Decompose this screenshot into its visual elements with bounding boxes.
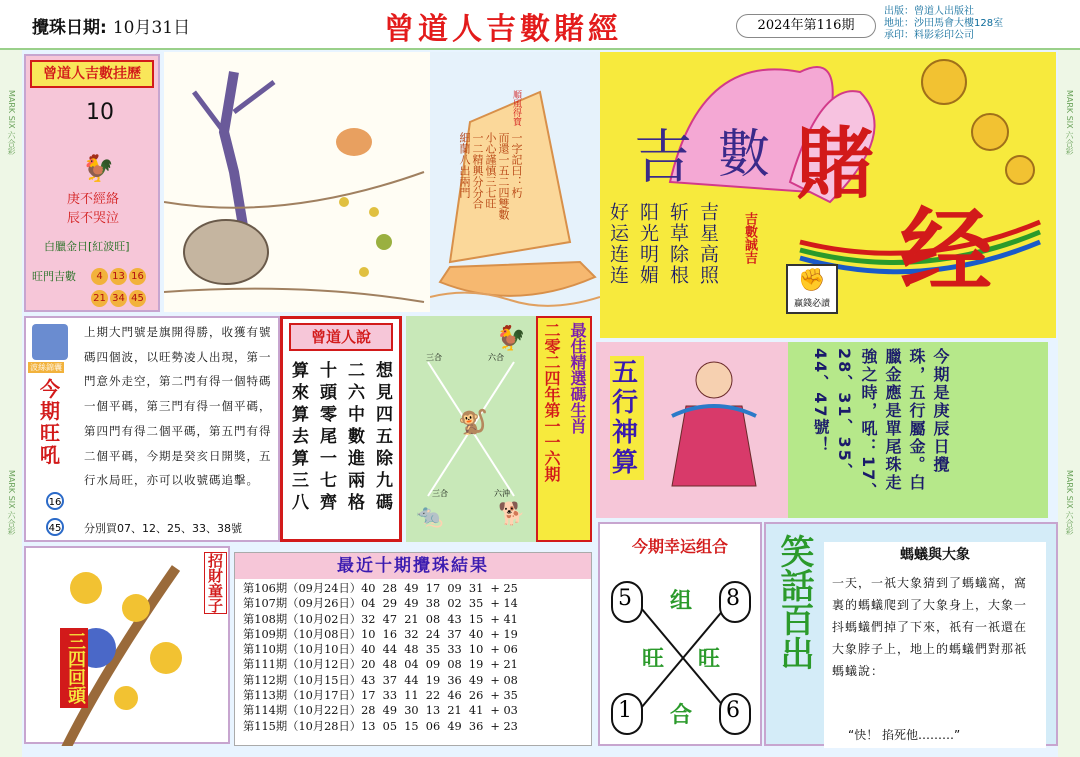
history-line-2: 辰不哭泣 [66, 211, 119, 226]
monkey-zodiac-icon: 🐒 [458, 408, 488, 436]
lucky-ball: 4 [91, 268, 108, 285]
boat-poem-line: 一字記曰：朽 [510, 132, 523, 198]
joke-text: 一天，一祇大象猜到了螞蟻窩，窩裏的螞蟻爬到了大象身上，大象一抖螞蟻們掉了下來，祇有一祇還在大象脖子上，地上的螞蟻們對那祇螞蟻說： [832, 576, 1028, 678]
tree-drawing [164, 52, 430, 312]
results-title: 最近十期攪珠結果 [235, 553, 591, 579]
wuxing-text: 今期是庚辰日攪珠，五行屬金。白臘金應是單尾珠走強之時，吼：17、28、31、35、44、47號！ [811, 348, 950, 501]
history-lines [56, 190, 130, 228]
rooster-zodiac-icon: 🐓 [496, 324, 526, 352]
winner-badge-label: 赢錢必讀 [793, 299, 830, 309]
title-columns [608, 202, 718, 286]
balls-label: 旺門吉數 [32, 270, 76, 283]
results-row: 第106期（09月24日）40 28 49 17 09 31 + 25 [243, 582, 518, 595]
boat-poem-line: 細蘭八出兩門 [458, 132, 471, 198]
zodiac-label: 三合 [426, 353, 442, 362]
right-strip-text-2: MARK SIX 六合彩 [1065, 470, 1074, 536]
joke-panel [764, 522, 1058, 746]
title-slogan: 吉數誠吉 [742, 212, 757, 264]
results-row: 第112期（10月15日）43 37 44 19 36 49 + 08 [243, 673, 518, 687]
lucky-title-panel [600, 52, 1056, 338]
boat-poem [458, 132, 523, 272]
sayings-panel [280, 316, 402, 542]
results-table [243, 581, 518, 734]
saying-column: 十頭零尾一七齊 [316, 361, 336, 515]
wanggou-title: 今期旺吼 [40, 377, 60, 467]
boat-poem-line: 一二精興分分合 [471, 132, 484, 209]
rooster-icon: 🐓 [82, 154, 115, 184]
money-tree [26, 548, 232, 746]
deity-figure [666, 356, 762, 506]
title-char-1: 吉 [634, 123, 693, 191]
wanggou-panel [24, 316, 280, 542]
saying-column: 想見四五除九碼 [372, 361, 392, 515]
title-char-3: 賭 [796, 119, 875, 210]
wolf-zodiac-icon: 🐕 [498, 502, 526, 527]
combo-num-bl: 1 [618, 698, 632, 723]
combo-top: 组 [670, 589, 693, 614]
wanggou-last-line: 分別買07、12、25、33、38號 [84, 522, 242, 535]
pouch-icon [32, 324, 68, 360]
zodiac-label: 三合 [432, 489, 448, 498]
saying-column: 二六中數進兩格 [344, 361, 364, 515]
tongzi-panel [24, 546, 230, 744]
history-note: 白臘金日[紅波旺] [44, 240, 130, 253]
publisher-line: 出版：曾道人出版社 [884, 6, 974, 17]
wuxing-title: 五行神算 [610, 356, 644, 480]
results-row: 第108期（10月02日）32 47 21 08 43 15 + 41 [243, 612, 518, 626]
address-line: 地址：沙田馬會大樓128室 [884, 18, 1004, 29]
draw-date-label: 攪珠日期: [32, 18, 107, 38]
combo-panel [598, 522, 762, 746]
title-column: 阳光明媚 [637, 202, 659, 286]
wuxing-image-panel [596, 342, 788, 518]
joke-title: 螞蟻與大象 [900, 547, 970, 563]
joke-content [824, 542, 1046, 748]
zodiac-label: 六合 [488, 353, 504, 362]
lucky-ball: 34 [110, 290, 127, 307]
lucky-ball: 45 [129, 290, 146, 307]
rat-zodiac-icon: 🐀 [416, 504, 444, 529]
saying-column: 算來算去算三八 [288, 361, 308, 515]
title-column: 吉星高照 [697, 202, 719, 286]
combo-bottom: 合 [670, 703, 693, 728]
zodiac-panel [406, 316, 536, 542]
draw-date-value: 10月31日 [112, 18, 191, 38]
page-title: 曾道人吉數賭經 [384, 12, 622, 47]
title-char-2: 數 [718, 125, 771, 185]
winner-badge [786, 264, 838, 314]
zodiac-label: 六沖 [494, 489, 510, 498]
combo-num-tl: 5 [618, 586, 632, 611]
history-title: 曾道人吉數挂歷 [30, 60, 154, 88]
right-strip-text: MARK SIX 六合彩 [1065, 90, 1074, 156]
results-panel [234, 552, 592, 746]
combo-num-br: 6 [726, 698, 740, 723]
wanggou-ball: 16 [46, 492, 64, 510]
left-strip-text-2: MARK SIX 六合彩 [7, 470, 16, 536]
tongzi-label: 招財童子 [204, 552, 227, 614]
results-row: 第111期（10月12日）20 48 04 09 08 19 + 21 [243, 658, 518, 672]
boat-poem-line: 而還一五二四雙數 [497, 132, 510, 220]
zodiac-side-left: 二零二四年第一一六期 [542, 322, 561, 482]
lucky-ball: 16 [129, 268, 146, 285]
left-strip-text: MARK SIX 六合彩 [7, 90, 16, 156]
sayings-columns [287, 361, 393, 515]
deity-drawing [666, 356, 762, 506]
zodiac-side-panel [536, 316, 592, 542]
combo-title: 今期幸运组合 [631, 537, 728, 556]
history-line-1: 庚不經絡 [66, 192, 119, 207]
sayings-title: 曾道人說 [289, 323, 393, 351]
results-row: 第113期（10月17日）17 33 11 22 46 26 + 35 [243, 689, 518, 703]
results-row: 第115期（10月28日）13 05 15 06 49 36 + 23 [243, 719, 518, 733]
fist-icon: ✊ [798, 268, 826, 293]
combo-num-tr: 8 [726, 586, 740, 611]
issue-badge: 2024年第116期 [736, 14, 876, 38]
joke-side-title: 笑話百出 [774, 534, 814, 670]
title-column: 好运连连 [607, 202, 629, 286]
boat-illustration [430, 52, 600, 310]
results-row: 第109期（10月08日）10 16 32 24 37 40 + 19 [243, 627, 518, 641]
tree-illustration [164, 52, 430, 312]
right-strip [1058, 50, 1080, 757]
boat-flag: 順風得寶 [511, 90, 521, 126]
combo-left: 旺 [642, 647, 665, 672]
results-row: 第110期（10月10日）40 44 48 35 33 10 + 06 [243, 643, 518, 657]
joke-quote: “快！ 掐死他………” [848, 728, 961, 742]
publisher-info [884, 6, 1003, 42]
results-row: 第107期（09月26日）04 29 49 38 02 35 + 14 [243, 597, 518, 611]
printer-line: 承印：料影彩印公司 [884, 30, 974, 41]
tongzi-tag: 三四回頭 [60, 628, 88, 708]
left-strip [0, 50, 22, 757]
wuxing-text-panel [788, 342, 1048, 518]
history-balls [90, 264, 156, 308]
lucky-ball: 13 [110, 268, 127, 285]
combo-right: 旺 [698, 647, 721, 672]
history-box [24, 54, 160, 312]
history-number: 10 [86, 100, 114, 125]
lucky-ball: 21 [91, 290, 108, 307]
results-row: 第114期（10月22日）28 49 30 13 21 41 + 03 [243, 704, 518, 718]
wanggou-text: 上期大門號是旗開得勝，收獲有號碼四個波，以旺勢凌人出現，第一門意外走空，第二門有得一個特碼一個平碼，第三門有得一個平碼，第四門有得二個平碼，第五門有得二個平碼，今期是癸亥日開獎，五行水局旺，亦可以收號碼追擊。 [84, 325, 272, 488]
title-column: 斩草除根 [667, 202, 689, 286]
zodiac-side-right: 最佳精選碼生肖 [568, 322, 587, 434]
pouch-label: 波絲錦囊 [30, 363, 62, 372]
title-char-4: 经 [900, 197, 993, 305]
boat-poem-line: 小心謹慎三七旺 [484, 132, 497, 209]
draw-date [32, 13, 190, 38]
wanggou-ball: 45 [46, 518, 64, 536]
